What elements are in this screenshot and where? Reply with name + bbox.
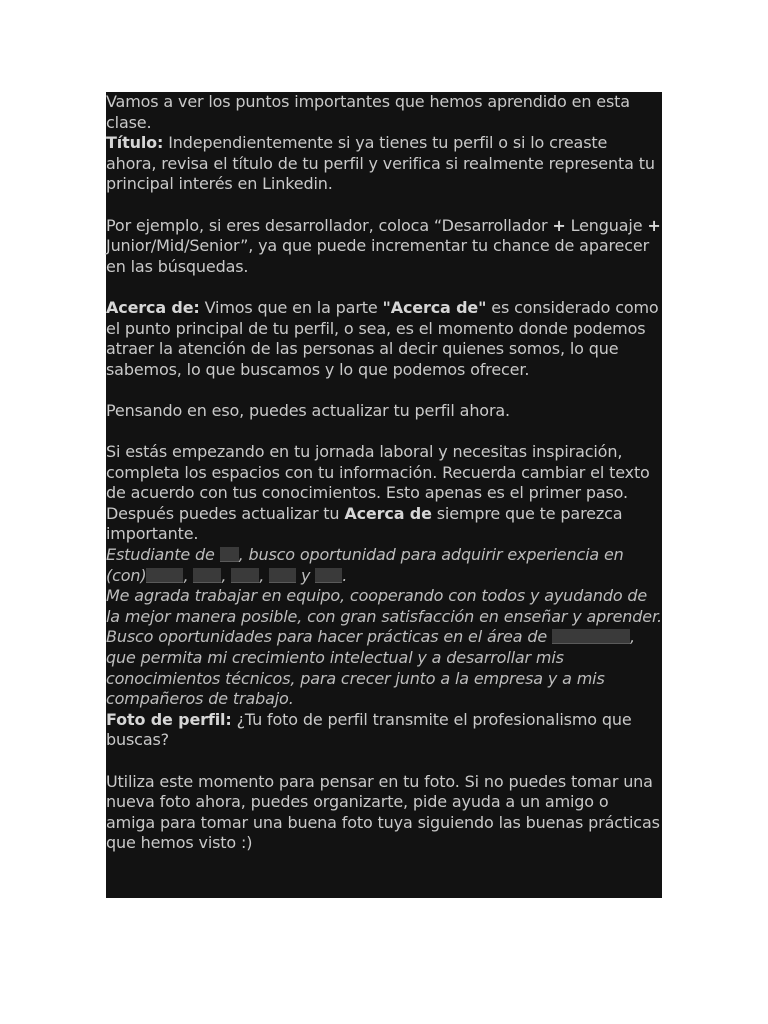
- foto-paragraph: [106, 710, 662, 751]
- foto-text: ¿Tu foto de perfil transmite el profesionalismo que buscas?: [106, 709, 632, 750]
- template-text: ,: [259, 565, 270, 585]
- template-line-3: [106, 627, 662, 709]
- blank-field: [220, 547, 239, 562]
- blank-field: [193, 568, 221, 583]
- ejemplo-part1: Por ejemplo, si eres desarrollador, coloca “Desarrollador: [106, 215, 553, 235]
- utiliza-paragraph: Utiliza este momento para pensar en tu foto. Si no puedes tomar una nueva foto ahora, puedes organizarte, pide ayuda a un amigo o amiga para tomar una buena foto tuya siguiendo las buenas prácticas que hemos visto :): [106, 771, 660, 853]
- ejemplo-paragraph: [106, 216, 662, 278]
- titulo-text: Independientemente si ya tienes tu perfil o si lo creaste ahora, revisa el título de tu perfil y verifica si realmente representa tu principal interés en Linkedin.: [106, 133, 655, 194]
- empezando-paragraph: [106, 442, 662, 545]
- ejemplo-part3: Junior/Mid/Senior”, ya que puede incrementar tu chance de aparecer en las búsquedas.: [106, 236, 650, 276]
- blank-field: [231, 568, 259, 583]
- intro-paragraph: [106, 92, 662, 195]
- blank-field: [315, 568, 342, 583]
- template-text: Me agrada trabajar en equipo, cooperando con todos y ayudando de la mejor manera posible, con gran satisfacción en enseñar y aprender.: [106, 586, 662, 626]
- titulo-label: Título:: [106, 133, 164, 153]
- document-panel: [106, 92, 662, 898]
- blank-field: [269, 568, 296, 583]
- foto-label: Foto de perfil:: [106, 709, 232, 729]
- empezando-tail: siempre que te parezca importante.: [106, 503, 623, 544]
- template-text: , que permita mi crecimiento intelectual y a desarrollar mis conocimientos técnicos, para crecer junto a la empresa y a mis compañeros de trabajo.: [106, 627, 635, 709]
- acerca-part2: es considerado como el punto principal de tu perfil, o sea, es el momento donde podemos atraer la atención de las personas al decir quienes somos, lo que sabemos, lo que buscamos y lo que podemos ofrecer.: [106, 297, 659, 379]
- blank-field: [552, 629, 630, 644]
- template-text: ,: [183, 565, 194, 585]
- plus-sign: +: [647, 215, 661, 235]
- template-text: y: [296, 565, 316, 585]
- template-line-2: [106, 586, 662, 627]
- empezando-bold: Acerca de: [344, 503, 432, 523]
- ejemplo-part2: Lenguaje: [565, 215, 648, 235]
- acerca-quote: "Acerca de": [382, 297, 487, 317]
- blank-field: [146, 568, 183, 583]
- template-text: Busco oportunidades para hacer prácticas en el área de: [106, 627, 552, 647]
- acerca-label: Acerca de:: [106, 297, 200, 317]
- template-text: ,: [221, 565, 232, 585]
- empezando-text: Si estás empezando en tu jornada laboral y necesitas inspiración, completa los espacios con tu información. Recuerda cambiar el texto de acuerdo con tus conocimientos. Esto apenas es el primer paso. Después puedes actualizar tu: [106, 442, 650, 523]
- acerca-paragraph: [106, 298, 662, 380]
- template-line-1: [106, 545, 662, 586]
- template-text: .: [342, 565, 348, 585]
- template-text: Estudiante de: [106, 545, 220, 565]
- acerca-part1: Vimos que en la parte: [199, 297, 383, 317]
- template-text: , busco oportunidad para adquirir experiencia en (con): [106, 545, 624, 585]
- plus-sign: +: [552, 215, 566, 235]
- pensando-paragraph: Pensando en eso, puedes actualizar tu perfil ahora.: [106, 400, 510, 420]
- intro-text: Vamos a ver los puntos importantes que hemos aprendido en esta clase.: [106, 92, 630, 132]
